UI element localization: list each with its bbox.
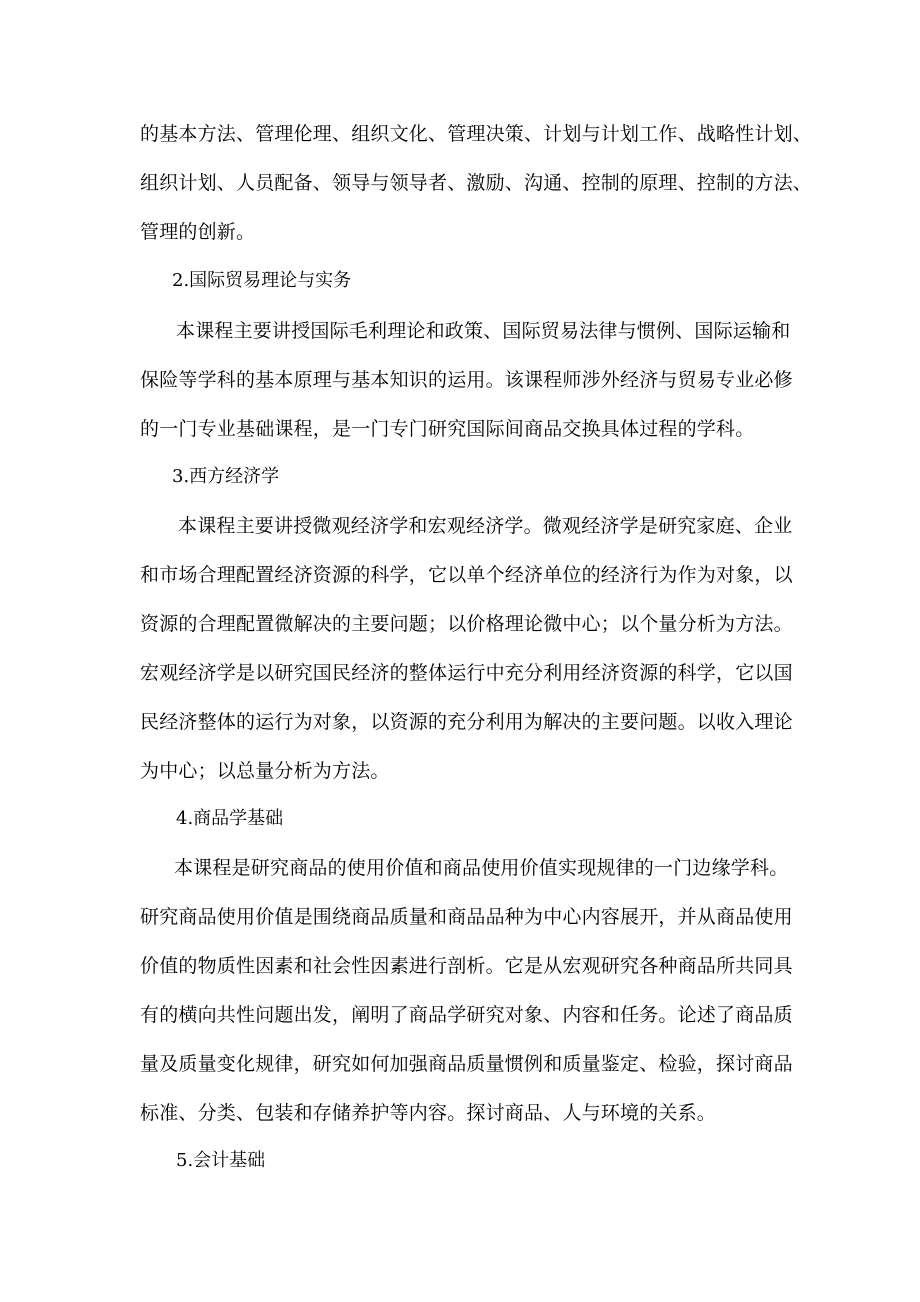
para2-line-3: 的一门专业基础课程，是一门专门研究国际间商品交换具体过程的学科。 bbox=[140, 418, 755, 440]
para4-line-4: 有的横向共性问题出发，阐明了商品学研究对象、内容和任务。论述了商品质 bbox=[140, 1004, 793, 1026]
para3-line-2: 和市场合理配置经济资源的科学，它以单个经济单位的经济行为作为对象，以 bbox=[140, 564, 793, 586]
para2-line-2: 保险等学科的基本原理与基本知识的运用。该课程师涉外经济与贸易专业必修 bbox=[140, 369, 793, 391]
section-heading-3: 3.西方经济学 bbox=[172, 466, 280, 487]
para4-line-6: 标准、分类、包装和存储养护等内容。探讨商品、人与环境的关系。 bbox=[140, 1102, 717, 1124]
para3-line-3: 资源的合理配置微解决的主要问题；以价格理论微中心；以个量分析为方法。 bbox=[140, 613, 793, 635]
para1-line-1: 的基本方法、管理伦理、组织文化、管理决策、计划与计划工作、战略性计划、 bbox=[140, 123, 813, 145]
para3-line-4: 宏观经济学是以研究国民经济的整体运行中充分利用经济资源的科学，它以国 bbox=[140, 662, 793, 684]
section-heading-4: 4.商品学基础 bbox=[176, 808, 284, 829]
para4-line-3: 价值的物质性因素和社会性因素进行剖析。它是从宏观研究各种商品所共同具 bbox=[140, 955, 793, 977]
para2-line-1: 本课程主要讲授国际毛利理论和政策、国际贸易法律与惯例、国际运输和 bbox=[176, 320, 791, 342]
para4-line-2: 研究商品使用价值是围绕商品质量和商品品种为中心内容展开，并从商品使用 bbox=[140, 906, 793, 928]
para3-line-1: 本课程主要讲授微观经济学和宏观经济学。微观经济学是研究家庭、企业 bbox=[178, 515, 793, 537]
para1-line-2: 组织计划、人员配备、领导与领导者、激励、沟通、控制的原理、控制的方法、 bbox=[140, 172, 813, 194]
section-heading-5: 5.会计基础 bbox=[176, 1150, 266, 1171]
section-heading-2: 2.国际贸易理论与实务 bbox=[172, 270, 352, 291]
para3-line-6: 为中心；以总量分析为方法。 bbox=[140, 760, 390, 782]
para1-line-3: 管理的创新。 bbox=[140, 221, 256, 243]
para4-line-1: 本课程是研究商品的使用价值和商品使用价值实现规律的一门边缘学科。 bbox=[174, 857, 789, 879]
para3-line-5: 民经济整体的运行为对象，以资源的充分利用为解决的主要问题。以收入理论 bbox=[140, 711, 793, 733]
para4-line-5: 量及质量变化规律，研究如何加强商品质量惯例和质量鉴定、检验，探讨商品 bbox=[140, 1053, 793, 1075]
